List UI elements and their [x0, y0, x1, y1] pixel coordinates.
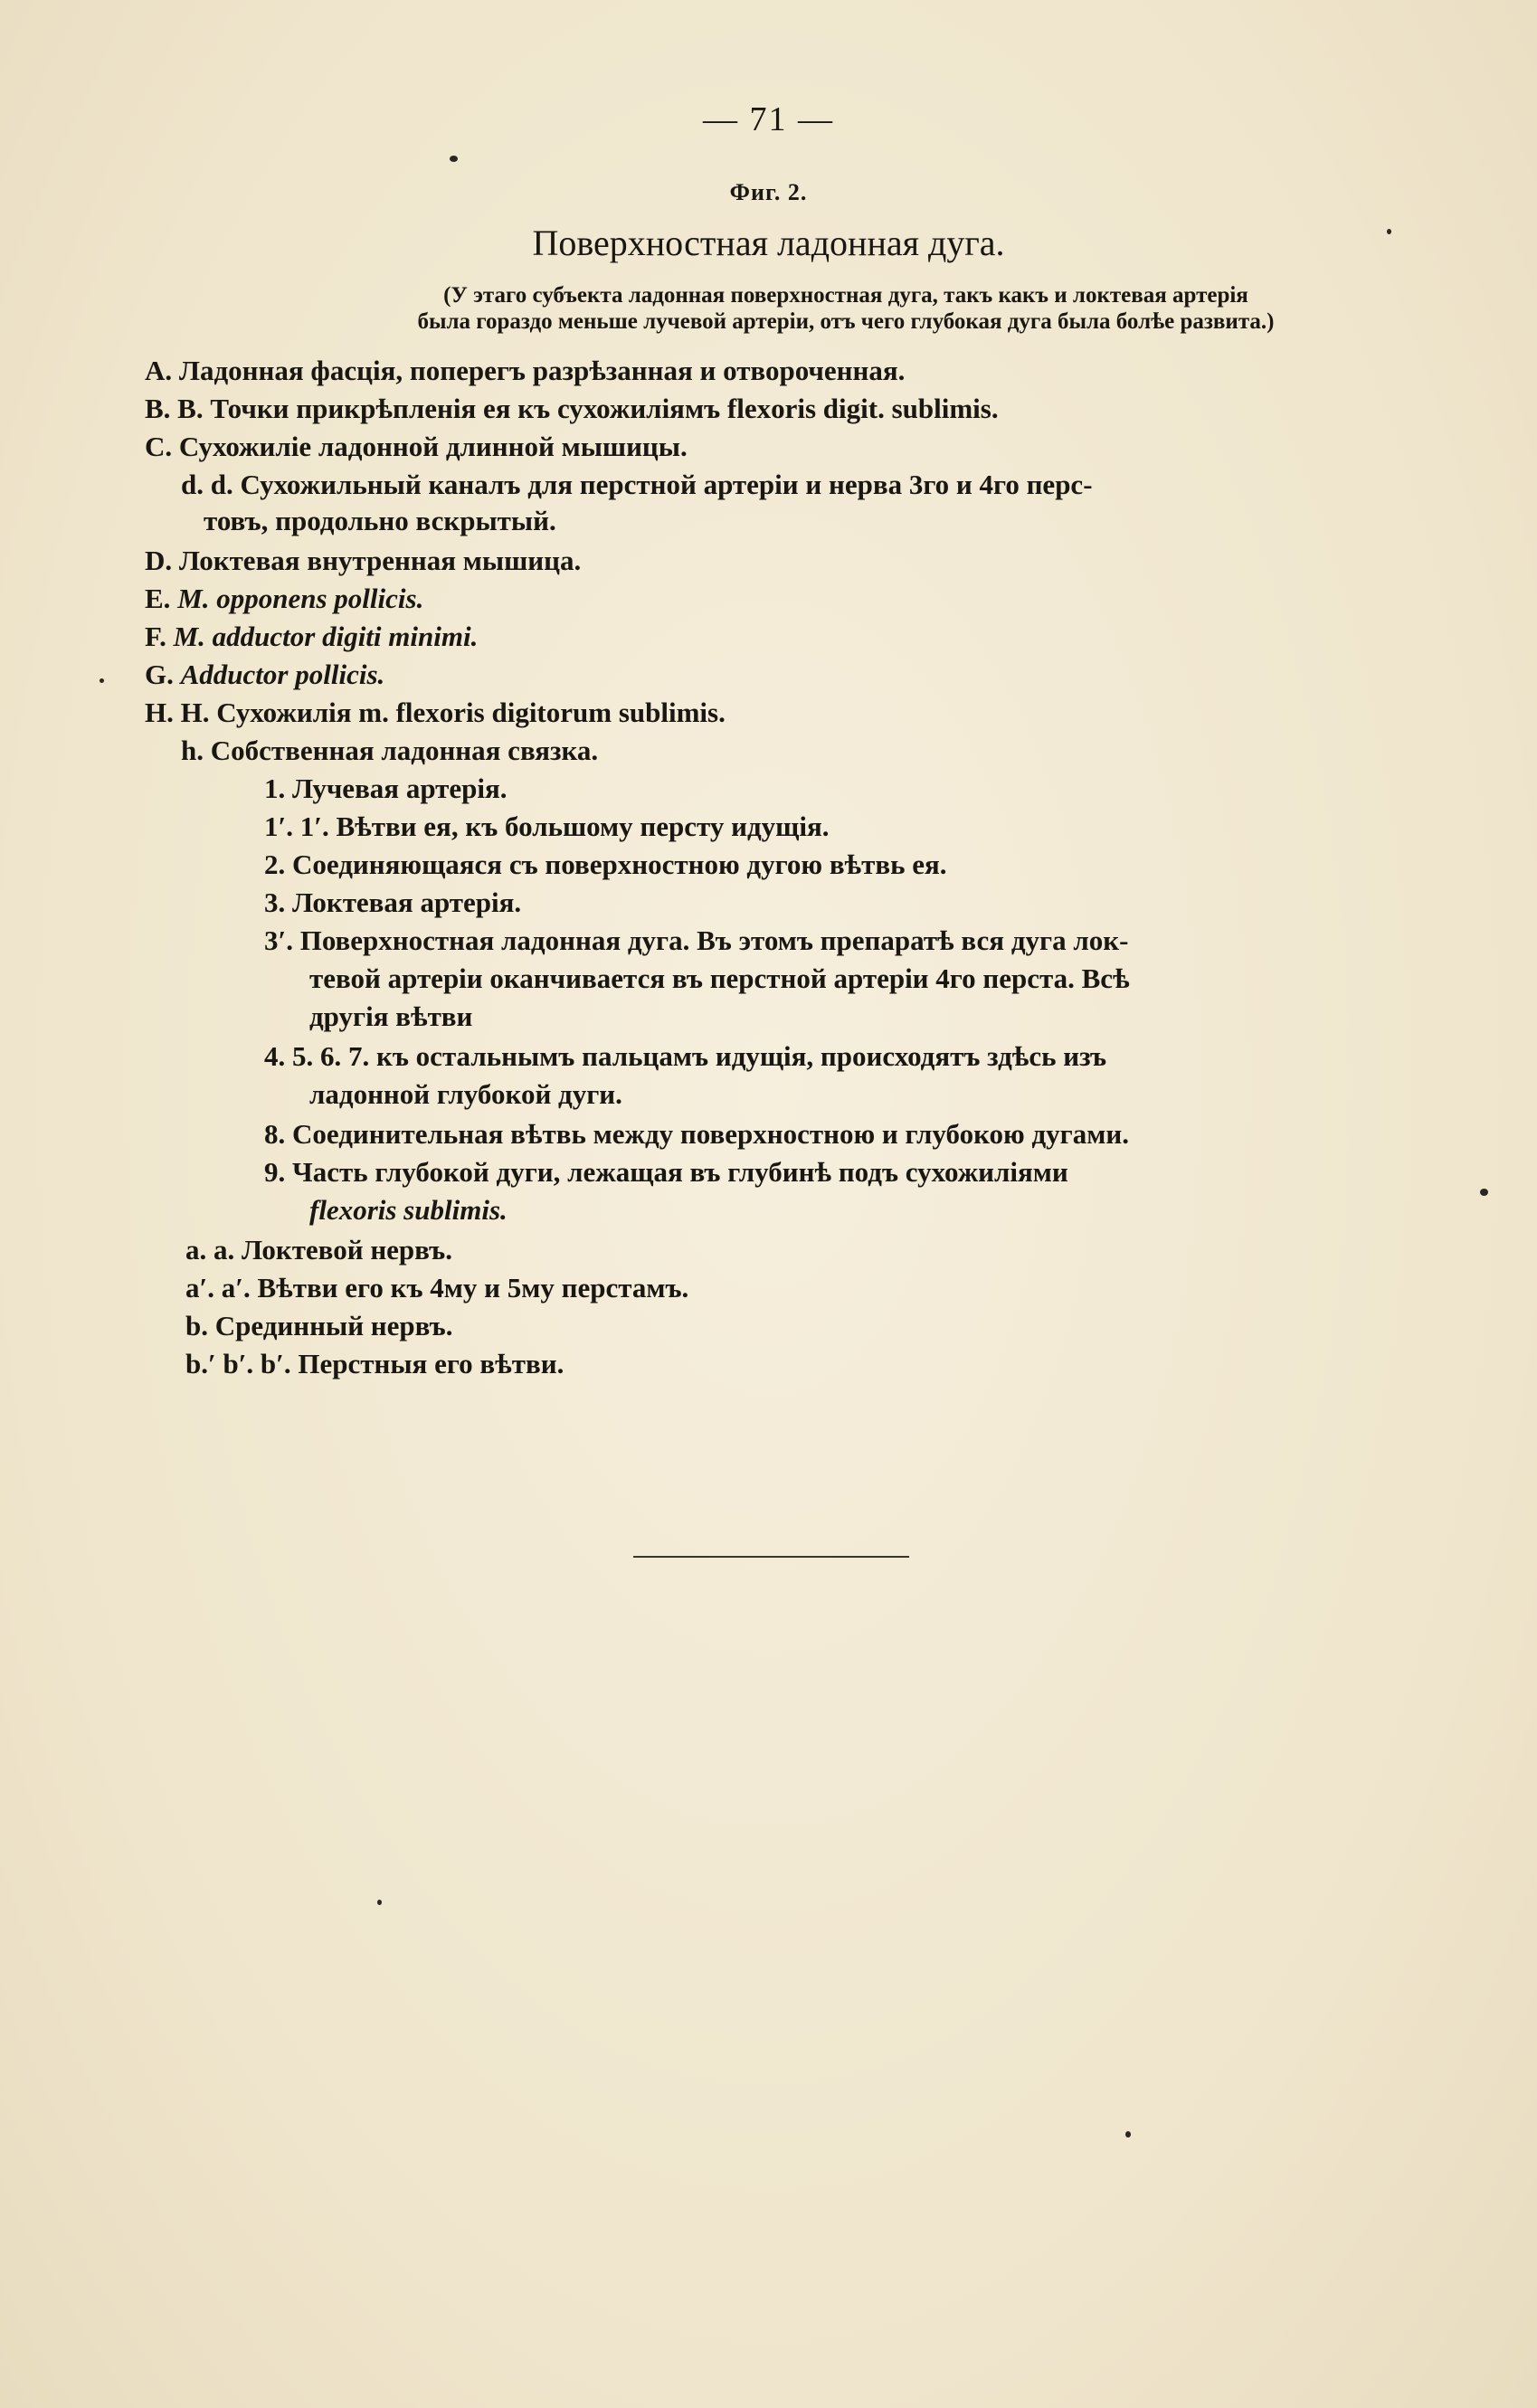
entry-label: 2. — [264, 848, 286, 880]
entry-text: Сухожилія m. flexoris digitorum sublimis. — [216, 697, 726, 728]
legend-entry-8 — [264, 1116, 1129, 1152]
entry-text: товъ, продольно вскрытый. — [204, 505, 556, 536]
entry-label: h. — [181, 735, 204, 766]
legend-entry-1-prime — [264, 809, 829, 845]
legend-entry-1 — [264, 771, 508, 807]
legend-entry-B — [145, 391, 999, 427]
entry-text: Ладонная фасція, поперегъ разрѣзанная и отвороченная. — [178, 355, 906, 386]
entry-text: M. adductor digiti minimi. — [173, 621, 479, 652]
note-line-1: (У этаго субъекта ладонная поверхностная дуга, такъ какъ и локтевая артерія — [443, 283, 1248, 308]
entry-label: b.′ b′. b′. — [185, 1348, 291, 1379]
legend-entry-9-continued — [309, 1192, 508, 1228]
paper-speck — [100, 678, 104, 683]
legend-entry-3-prime — [264, 923, 1128, 959]
entry-text: 5. 6. 7. къ остальнымъ пальцамъ идущія, происходятъ здѣсь изъ — [292, 1040, 1107, 1072]
entry-label: 4. — [264, 1040, 286, 1072]
figure-label: Фиг. 2. — [729, 179, 808, 205]
legend-entry-C — [145, 429, 688, 465]
paper-speck — [1387, 229, 1391, 234]
entry-text: Вѣтви его къ 4му и 5му перстамъ. — [257, 1272, 689, 1304]
entry-text: Локтевой нервъ. — [242, 1234, 452, 1266]
legend-entry-3-prime-continued-2 — [309, 999, 472, 1035]
entry-label: F. — [145, 621, 166, 652]
legend-entry-D — [145, 543, 581, 579]
legend-entry-9 — [264, 1154, 1068, 1190]
entry-text: Локтевая внутренная мышица. — [178, 545, 582, 576]
legend-entry-E — [145, 581, 423, 617]
entry-label: b. — [185, 1310, 208, 1341]
entry-text: Поверхностная ладонная дуга. Въ этомъ препаратѣ вся дуга лок- — [299, 924, 1129, 956]
legend-entry-A — [145, 353, 905, 389]
legend-entry-2 — [264, 847, 947, 883]
entry-text: Соединяющаяся съ поверхностною дугою вѣтвь ея. — [292, 848, 947, 880]
paper-speck — [377, 1900, 382, 1905]
entry-label: A. — [145, 355, 173, 386]
page-title: Поверхностная ладонная дуга. — [532, 223, 1005, 263]
entry-text: Соединительная вѣтвь между поверхностною и глубокою дугами. — [292, 1118, 1129, 1150]
entry-text: Сухожиліе ладонной длинной мышицы. — [178, 431, 688, 462]
entry-label: B. B. — [145, 393, 204, 424]
legend-entry-F — [145, 619, 478, 655]
entry-label: a. a. — [185, 1234, 235, 1266]
entry-label: D. — [145, 545, 173, 576]
entry-label: 8. — [264, 1118, 286, 1150]
note-line-2: была гораздо меньше лучевой артеріи, отъ чего глубокая дуга была болѣе развита.) — [417, 309, 1275, 334]
legend-entry-b-prime — [185, 1346, 564, 1382]
entry-label: d. d. — [181, 469, 233, 500]
entry-text: Лучевая артерія. — [292, 773, 508, 804]
legend-entry-d — [181, 467, 1093, 503]
entry-text: другія вѣтви — [309, 1000, 473, 1032]
legend-entry-3 — [264, 885, 521, 921]
legend-entry-d-continued — [204, 503, 556, 539]
entry-text: Точки прикрѣпленія ея къ сухожиліямъ flexoris digit. sublimis. — [210, 393, 999, 424]
legend-entry-b — [185, 1308, 452, 1344]
entry-text: Собственная ладонная связка. — [210, 735, 599, 766]
entry-text: ладонной глубокой дуги. — [309, 1078, 622, 1110]
entry-label: 3. — [264, 886, 286, 918]
paper-speck — [1480, 1189, 1488, 1196]
entry-label: 3′. — [264, 924, 293, 956]
entry-text: Срединный нервъ. — [214, 1310, 453, 1341]
legend-entry-a — [185, 1232, 452, 1268]
legend-entry-3-prime-continued — [309, 961, 1130, 997]
entry-text: Вѣтви ея, къ большому персту идущія. — [336, 811, 830, 842]
entry-text: Локтевая артерія. — [292, 886, 522, 918]
entry-label: C. — [145, 431, 173, 462]
legend-entry-4-continued — [309, 1076, 622, 1113]
entry-label: E. — [145, 583, 171, 614]
paper-speck — [1125, 2131, 1131, 2138]
legend-entry-H — [145, 695, 726, 731]
paper-speck — [450, 156, 458, 162]
legend-entry-a-prime — [185, 1270, 688, 1306]
page-number: — 71 — — [703, 100, 834, 138]
legend-entry-h — [181, 733, 598, 769]
entry-text: Часть глубокой дуги, лежащая въ глубинѣ подъ сухожиліями — [292, 1156, 1068, 1188]
entry-label: 1′. 1′. — [264, 811, 329, 842]
entry-text: Adductor pollicis. — [180, 659, 385, 690]
entry-text: M. opponens pollicis. — [177, 583, 424, 614]
legend-entry-4 — [264, 1038, 1106, 1075]
explanatory-note — [299, 282, 1393, 335]
entry-label: 9. — [264, 1156, 286, 1188]
legend-entry-G — [145, 657, 384, 693]
entry-text: Сухожильный каналъ для перстной артеріи и нерва 3го и 4го перс- — [240, 469, 1093, 500]
entry-label: G. — [145, 659, 174, 690]
entry-text: flexoris sublimis. — [309, 1194, 508, 1226]
entry-text: Перстныя его вѣтви. — [298, 1348, 565, 1379]
entry-label: a′. a′. — [185, 1272, 251, 1304]
entry-label: 1. — [264, 773, 286, 804]
entry-text: тевой артеріи оканчивается въ перстной артеріи 4го перста. Всѣ — [309, 962, 1130, 994]
entry-label: H. H. — [145, 697, 210, 728]
section-divider — [633, 1556, 909, 1558]
